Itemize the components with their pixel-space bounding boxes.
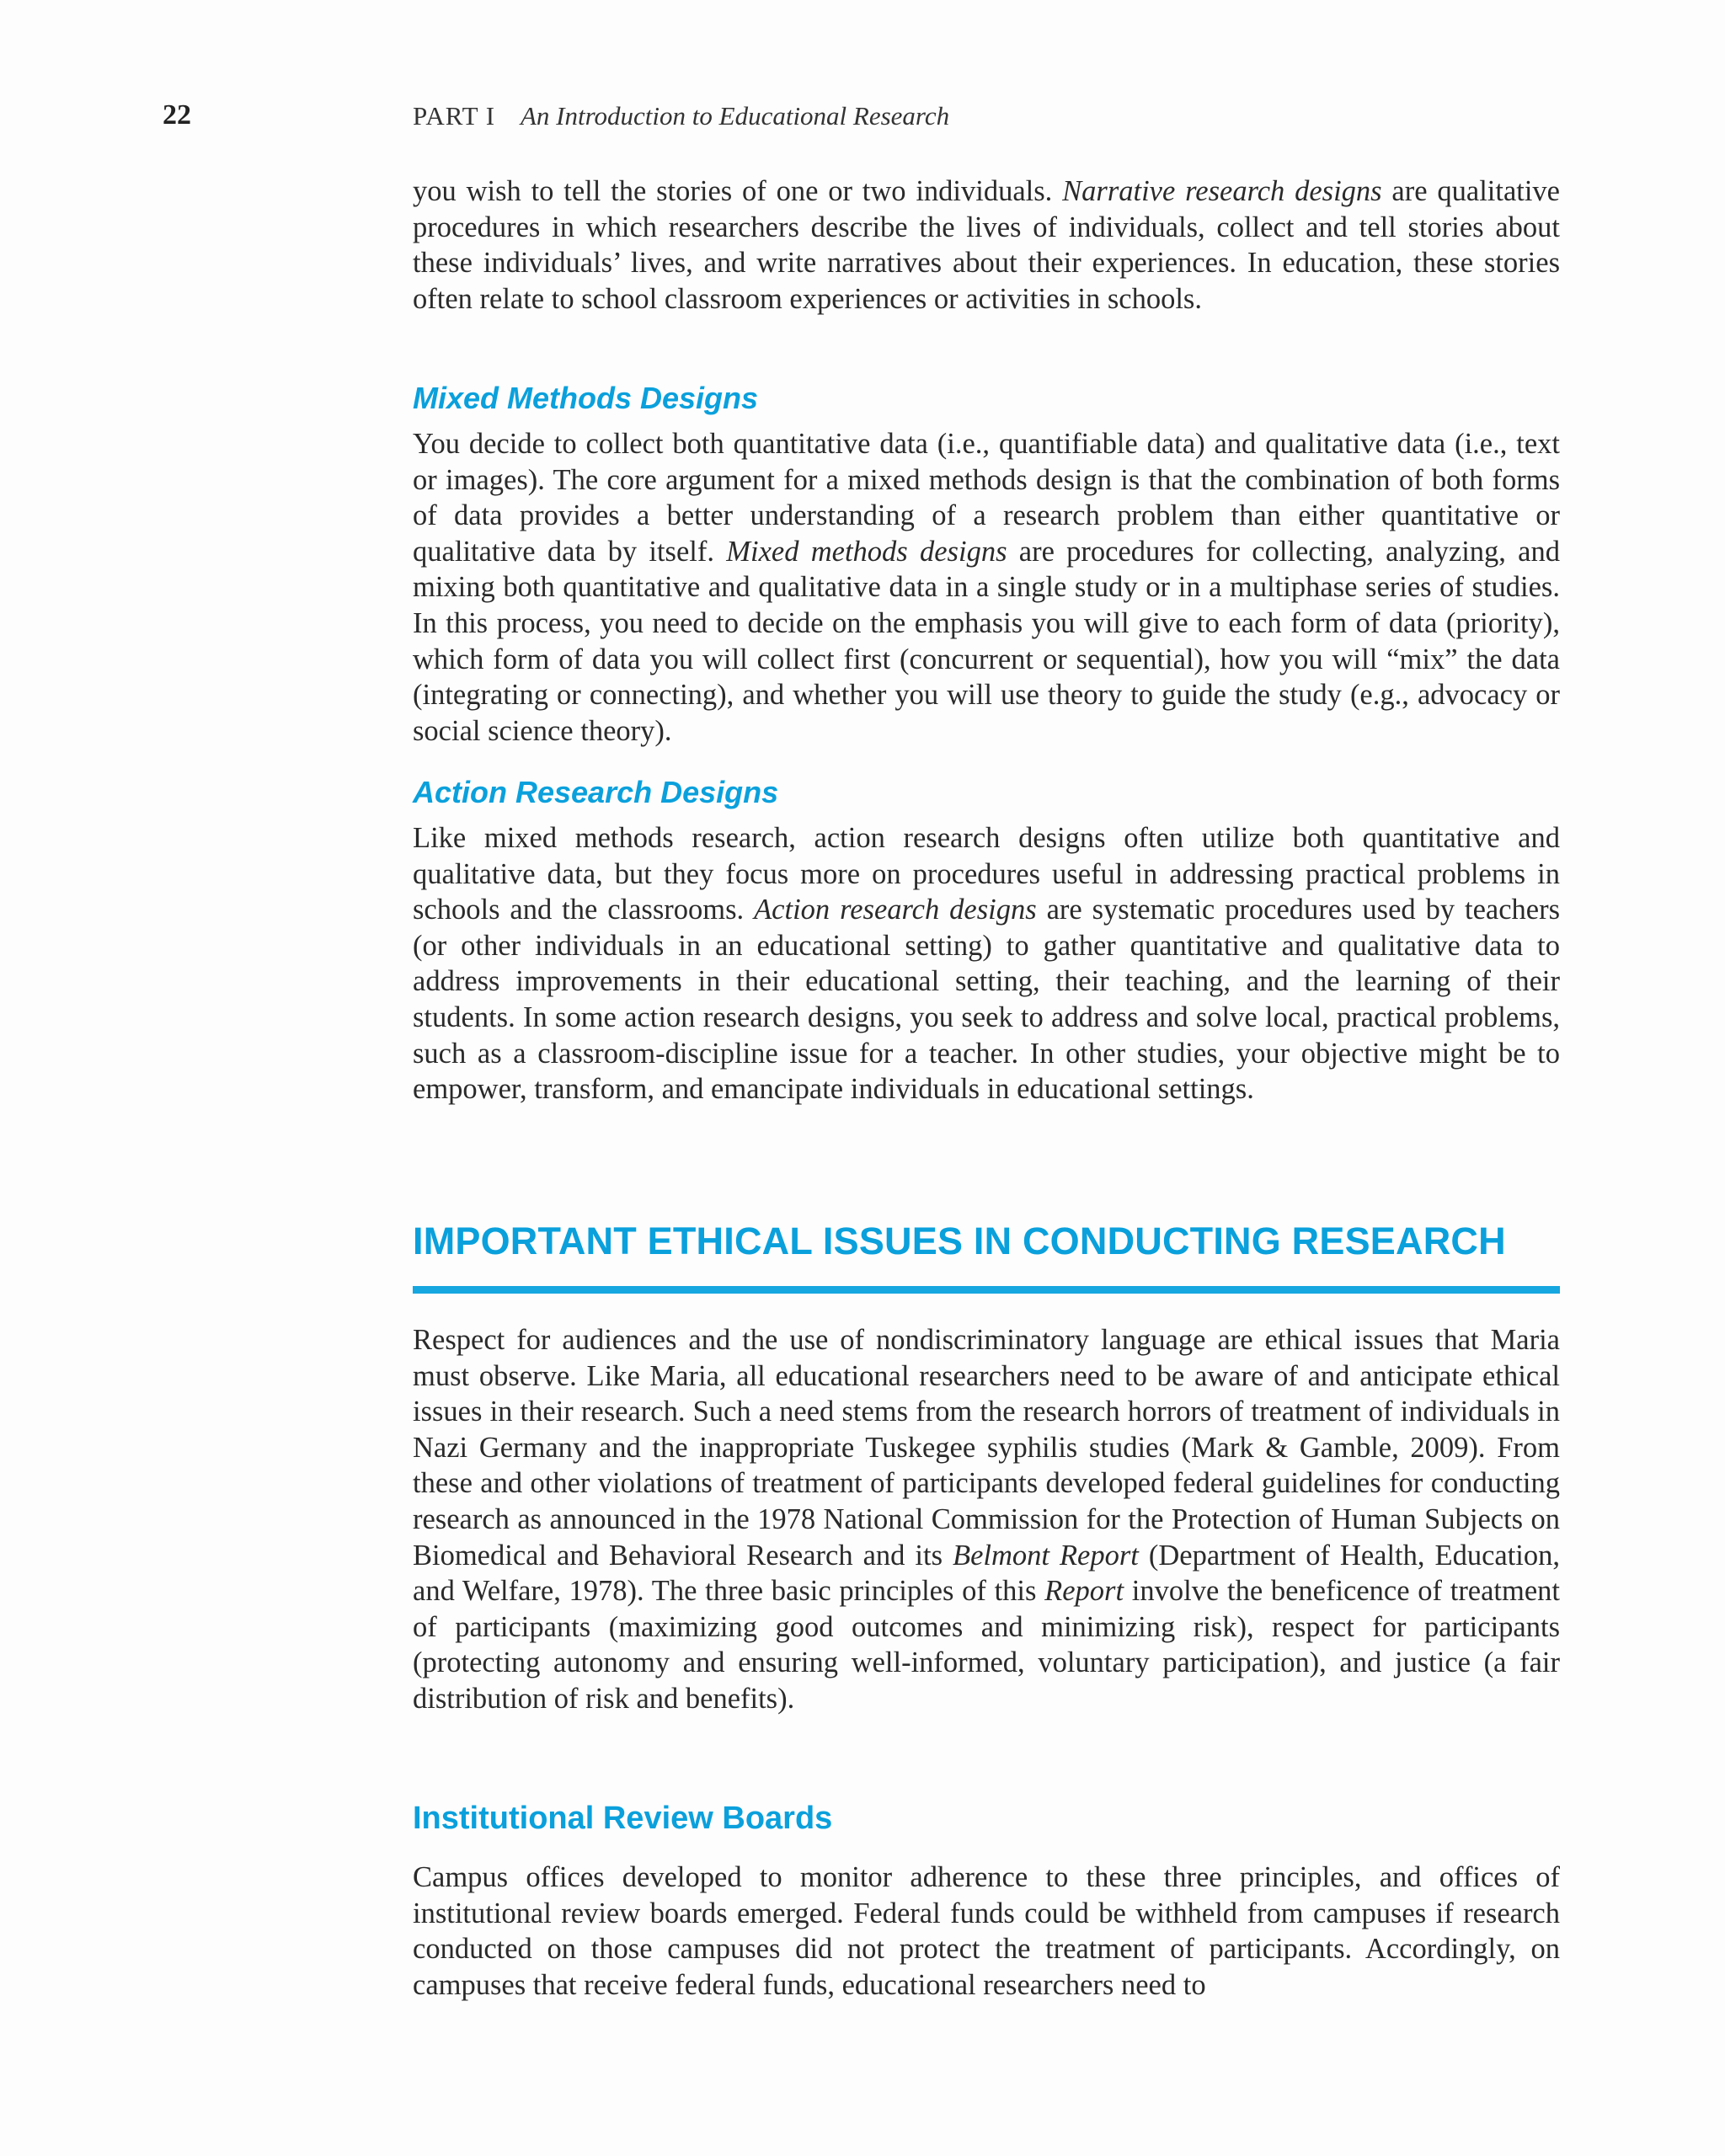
intro-text-2: are qualitative procedures in which researchers describe the lives of individuals, collect and tell stories about these individuals’ lives, and write narratives about their experiences. In education, these stories often relate to school classroom experiences or activities in schools. [413, 175, 1560, 315]
page-number: 22 [163, 99, 191, 131]
mixed-text-1: You decide to collect both quantitative data (i.e., quantifiable data) and qualitative data (i.e., text or images). The core argument for a mixed methods design is that the combination of both forms of data provides a better understanding of a research problem than either quantitative or qualitative data by itself. [413, 428, 1560, 568]
running-head [0, 99, 1725, 140]
irb-heading: Institutional Review Boards [413, 1801, 833, 1836]
action-research-heading: Action Research Designs [413, 775, 779, 809]
ethics-text-3: involve the beneficence of treatment of participants (maximizing good outcomes and minimizing risk), respect for participants (protecting autonomy and ensuring well-informed, voluntary participation), and justice (a fair distribution of risk and benefits). [413, 1575, 1560, 1715]
mixed-methods-paragraph [413, 426, 1560, 749]
ethics-text-1: Respect for audiences and the use of nondiscriminatory language are ethical issues that Maria must observe. Like Maria, all educational researchers need to be aware of and anticipate ethical issues in their research. Such a need stems from the research horrors of treatment of individuals in Nazi Germany and the inappropriate Tuskegee syphilis studies (Mark & Gamble, 2009). From these and other violations of treatment of participants developed federal guidelines for conducting research as announced in the 1978 National Commission for the Protection of Human Subjects on Biomedical and Behavioral Research and its [413, 1324, 1560, 1572]
ethics-text-2: (Department of Health, Education, and Welfare, 1978). The three basic principles of this [413, 1539, 1560, 1608]
part-title: An Introduction to Educational Research [521, 101, 950, 131]
intro-block [413, 173, 1560, 317]
mixed-term: Mixed methods designs [726, 535, 1007, 568]
irb-paragraph [413, 1860, 1560, 2003]
ethics-section-heading: IMPORTANT ETHICAL ISSUES IN CONDUCTING RESEARCH [413, 1219, 1506, 1262]
part-label: PART I [413, 101, 496, 131]
intro-term: Narrative research designs [1062, 175, 1382, 207]
action-text-1: Like mixed methods research, action research designs often utilize both quantitative and qualitative data, but they focus more on procedures useful in addressing practical problems in schools and the classrooms. [413, 822, 1560, 926]
intro-text-1: you wish to tell the stories of one or two individuals. [413, 175, 1063, 207]
action-research-paragraph [413, 820, 1560, 1107]
belmont-report-term: Belmont Report [953, 1539, 1139, 1572]
action-research-block [413, 820, 1560, 1107]
mixed-methods-heading: Mixed Methods Designs [413, 381, 759, 415]
ethics-block [413, 1322, 1560, 1717]
irb-text-1: Campus offices developed to monitor adherence to these three principles, and offices of institutional review boards emerged. Federal funds could be withheld from campuses if research conducted on those campuses did not protect the treatment of participants. Accordingly, on campuses that receive federal funds, educational researchers need to [413, 1861, 1560, 2001]
mixed-text-2: are procedures for collecting, analyzing, and mixing both quantitative and qualitative data in a single study or in a multiphase series of studies. In this process, you need to decide on the emphasis you will give to each form of data (priority), which form of data you will collect first (concurrent or sequential), how you will “mix” the data (integrating or connecting), and whether you will use theory to guide the study (e.g., advocacy or social science theory). [413, 535, 1560, 747]
action-text-2: are systematic procedures used by teachers (or other individuals in an educational setting) to gather quantitative and qualitative data to address improvements in their educational setting, their teaching, and the learning of their students. In some action research designs, you seek to address and solve local, practical problems, such as a classroom-discipline issue for a teacher. In other studies, your objective might be to empower, transform, and emancipate individuals in educational settings. [413, 894, 1561, 1106]
intro-paragraph [413, 173, 1560, 317]
report-term: Report [1044, 1575, 1124, 1608]
irb-block [413, 1860, 1560, 2003]
action-term: Action research designs [754, 894, 1037, 926]
mixed-methods-block [413, 426, 1560, 749]
ethics-paragraph [413, 1322, 1560, 1717]
section-rule [413, 1286, 1560, 1294]
